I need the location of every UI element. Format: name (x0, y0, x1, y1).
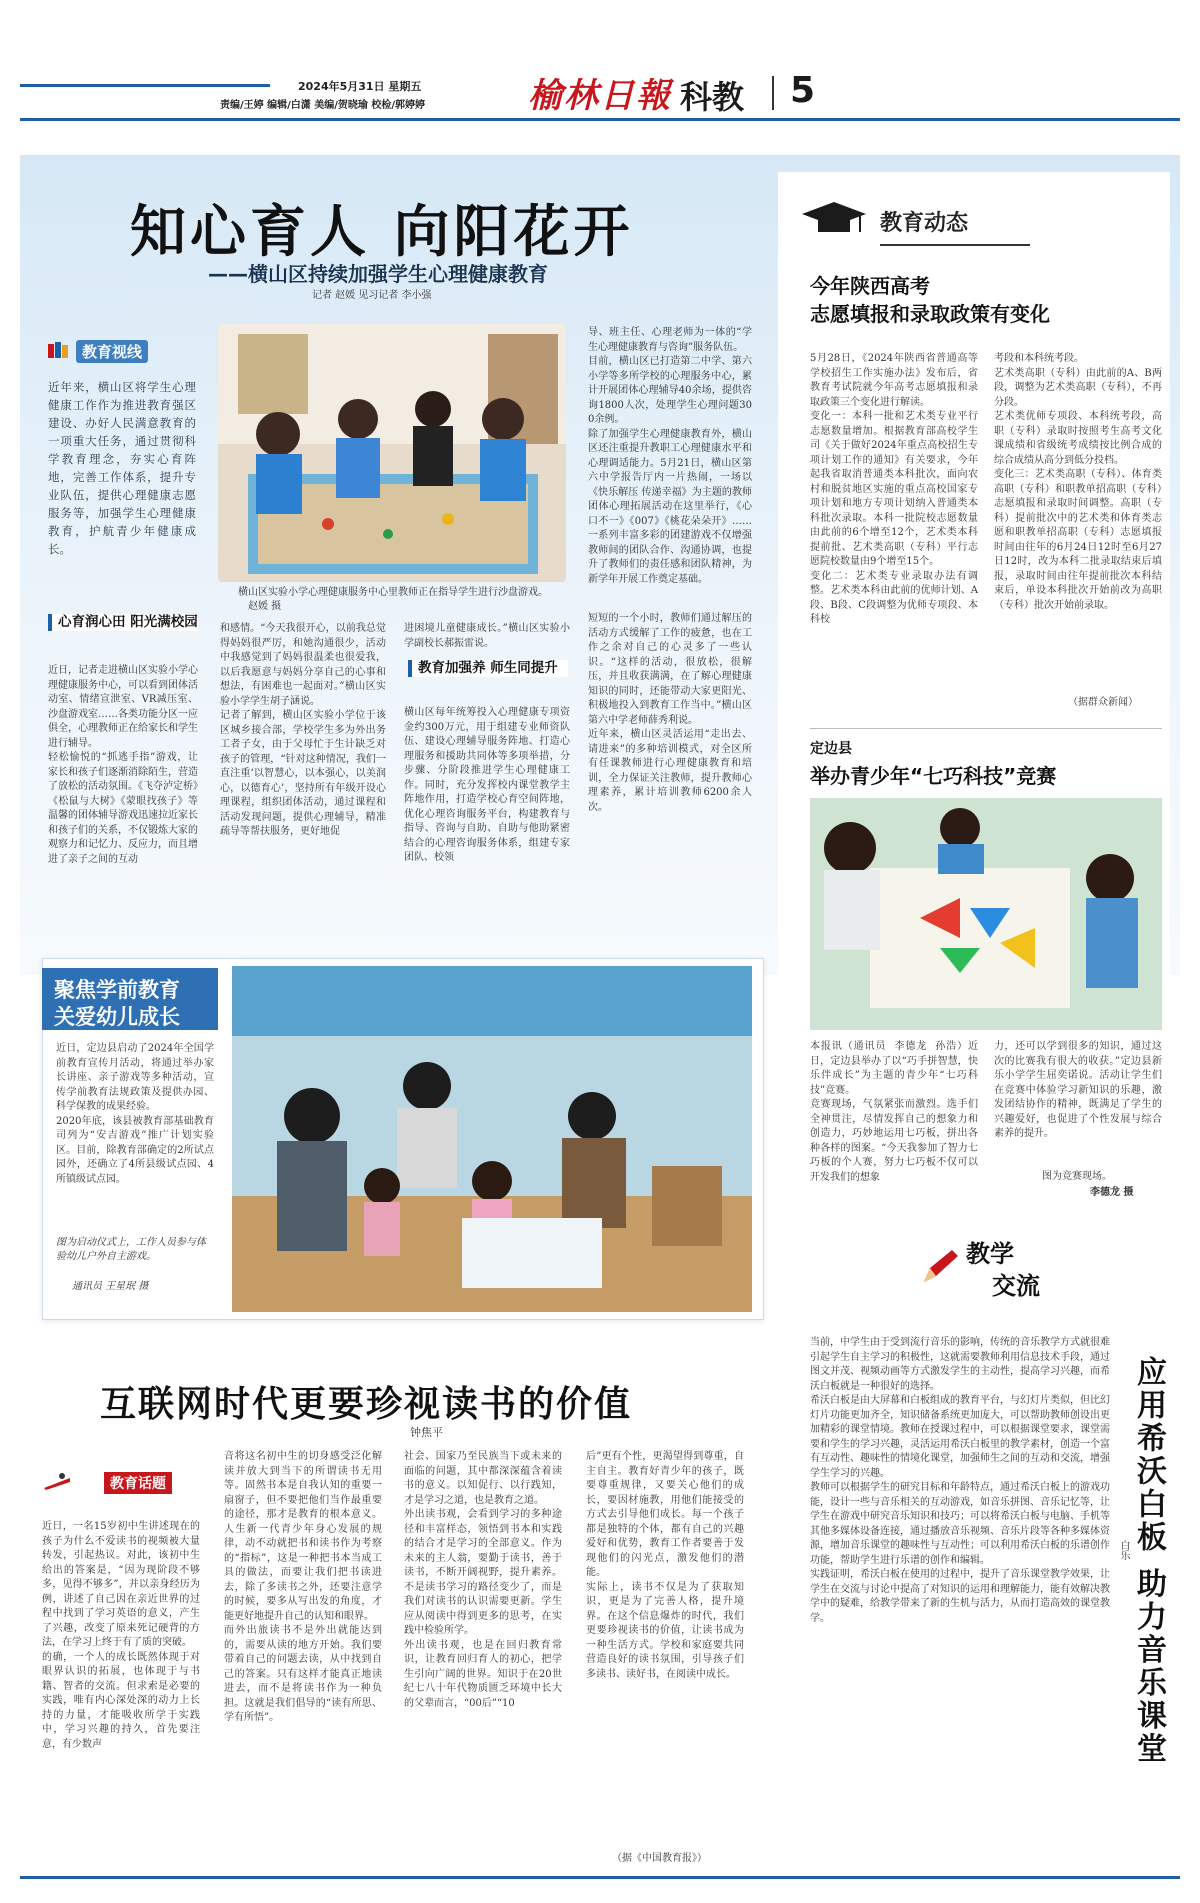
reading-label-text: 教育话题 (104, 1472, 172, 1494)
lead-column-3b: 横山区每年统筹投入心理健康专项资金约300万元，用于组建专业师资队伍、建设心理辅导服务阵地、打造心理服务和援助共同体等多项举措，分步骤、分阶段推进学生心理健康工作。同时，充分发挥校内课堂教学主阵地作用，打造学校心育空间阵地，优化心理咨询服务平台，构建教育与指导、咨询与自助、自助与他助紧密结合的心理咨询服务体系，组建专家团队、校领 (404, 707, 570, 863)
pencil-icon (922, 1248, 962, 1288)
lead-title: 知心育人 向阳花开 (130, 200, 634, 265)
reading-source: （据《中国教育报》） (612, 1853, 707, 1864)
music-label-line2: 交流 (992, 1272, 1040, 1300)
music-text: 当前，中学生由于受到流行音乐的影响，传统的音乐教学方式就很难引起学生自主学习的积极性，这就需要教师利用信息技术手段，通过图文并茂、视频动画等方式激发学生的主动性，提高学习兴趣，而希沃白板就是一种很好的选择。 希沃白板是由大屏幕和白板组成的教育平台，与幻灯片类似，但比幻灯片功能更加齐全，知识储备系统更加庞大，可以帮助教师创设出更加精彩的课堂情境。教师在授课过程中，可以根据课堂要求，课堂需要和学生的学习兴趣，灵活运用希沃白板里的教学素材，创造一个富有互动性、趣味性的情境化课堂，加强师生之间的互动和交流，增强学生学习的兴趣。 教师可以根据学生的研究目标和年龄特点，通过希沃白板上的游戏功能，设计一些与音乐相关的互动游戏，如音乐拼图、音乐记忆等，让学生在游戏中研究音乐知识和技巧；可以将希沃白板与电脑、手机等其他多媒体设备连接，通过播放音乐视频、音乐片段等各种多媒体资源，增加音乐课堂的趣味性与互动性；可以利用希沃白板的乐谱创作功能，帮助学生进行乐谱的创作和编辑。 实践证明，希沃白板在使用的过程中，提升了音乐课堂教学效果，让学生在交流与讨论中提高了对知识的运用和理解能力，能有效解决教学中的疑难，给教学带来了新的生机与活力，从而打造高效的课堂教学。 (810, 1337, 1110, 1624)
news-label-underline (880, 244, 1030, 246)
graduation-cap-icon (798, 200, 868, 244)
sandplay-caption-text: 横山区实验小学心理健康服务中心里教师正在指导学生进行沙盘游戏。 (238, 587, 548, 598)
tech-column-2: 力，还可以学到很多的知识，通过这次的比赛我有很大的收获。”定边县新乐小学学生屈奕诺说。活动让学生们在竞赛中体验学习新知识的乐趣，激发团结协作的精神，既满足了学生的兴趣爱好，也促进了个性发展与综合素养的提升。 (994, 1041, 1162, 1139)
gaokao-column-1: 5月28日，《2024年陕西省普通高等学校招生工作实施办法》发布后，省教育考试院就今年高考志愿填报和录取政策三个变化进行解读。 变化一：本科一批和艺术类专业平行志愿数量增加。根据教育部高校学生司《关于做好2024年重点高校招生专项计划工作的通知》有关要求，今年起我省取消普通类本科批次，面向农村和脱贫地区实施的重点高校国家专项计划和地方专项计划纳入普通类本科批次录取。本科一批院校志愿数量由此前的6个增至12个，艺术类本科提前批、艺术类高职（专科）平行志愿院校数量由9个增至15个。 变化二：艺术类专业录取办法有调整。艺术类本科由此前的优师计划、A段、B段、C段调整为优师专项段、本科校 (810, 353, 978, 625)
preschool-title-line1: 聚焦学前教育 (54, 978, 180, 1002)
lead-subtitle: ——横山区持续加强学生心理健康教育 (208, 262, 548, 286)
footer-rule (20, 1876, 1180, 1879)
lead-column-1: 近日，记者走进横山区实验小学心理健康服务中心，可以看到团体活动室、情绪宣泄室、VR减压室、沙盘游戏室……各类功能分区一应俱全，心理教师正在给家长和学生进行辅导。 轻松愉悦的“抓逃手指”游戏，让家长和孩子们逐渐消除陌生，营造了放松的活动氛围。《飞夺泸定桥》《松鼠与大树》《蒙眼找孩子》等温馨的团体辅导游戏迅速拉近家长和孩子们的关系，不仅锻炼大家的观察力和记忆力、反应力，而且增进了亲子之间的互动 (48, 665, 198, 865)
sandplay-photo-caption (238, 586, 568, 614)
news-label (798, 200, 1028, 240)
reading-title: 互联网时代更要珍视读书的价值 (100, 1384, 633, 1425)
tech-title-line2: 举办青少年“七巧科技”竞赛 (810, 764, 1057, 788)
reading-column-2: 音将这名初中生的切身感受泛化解读并放大到当下的所谓读书无用等。固然书本是自我认知的重要一扇窗子，但不要把他们当作最重要的途径，那才是教育的根本意义。人生新一代青少年身心发展的规律，动不动就把书和读书作为考察的“指标”，这是一种把书本当成工具的做法，而要让我们把书读进去，除了多读书之外，还要注意学的时候，要多从写出发的角度，才能更好地提升自己的认知和眼界。 而外出旅读书不是外出就能达到的，需要从读的地方开始。我们要带着自己的问题去读，从中找到自己的答案。只有这样才能真正地读进去，而不是将读书作为一种负担。这就是我们倡导的“读有所思、学有所悟”。 (224, 1451, 382, 1723)
gaokao-title-line2: 志愿填报和录取政策有变化 (810, 302, 1050, 326)
preschool-caption: 图为启动仪式上，工作人员参与体验幼儿户外自主游戏。 (56, 1237, 206, 1262)
tech-caption: 图为竞赛现场。 (1042, 1171, 1112, 1182)
music-title: 应用希沃白板 助力音乐课堂 (1131, 1356, 1166, 1766)
header-editors: 责编/王婷 编辑/白潇 美编/贺晓瑜 校检/郭婷婷 (220, 100, 426, 111)
sandplay-photo (218, 324, 566, 582)
gaokao-title-line1: 今年陕西高考 (810, 274, 930, 298)
music-author: 白乐 (1118, 1540, 1129, 1560)
runner-icon (42, 1472, 72, 1496)
news-divider (810, 728, 1162, 729)
header-rule-top (20, 84, 270, 87)
header-section: 科教 (680, 78, 745, 116)
reading-column-3: 社会、国家乃至民族当下或未来的面临的问题，其中都深深蕴含着读书的意义。以知促行、以行践知，才是学习之道，也是教育之道。 外出读书观，会看到学习的多种途径和丰富样态，领悟到书本和实践的结合才是学习的全部意义。作为未来的主人翁，要勤于读书，善于读书，不断开阔视野，提升素养。不是读书学习的路径变少了，而是我们对读书的认识需要更新。学生应从阅读中得到更多的思考，在实践中检验所学。 外出读书观，也是在回归教育常识，让教育回归育人的初心，把学生引向广阔的世界。知识于在20世纪七八十年代物质匮乏环境中长大的父辈而言，“00后”“10 (404, 1451, 562, 1709)
preschool-title-line2: 关爱幼儿成长 (54, 1005, 180, 1029)
sandplay-caption-credit: 赵媛 摄 (248, 601, 282, 612)
lead-column-4: 导、班主任、心理老师为一体的“学生心理健康教育与咨询”服务队伍。 目前，横山区已打造第二中学、第六小学等多所学校的心理服务中心，累计开展团体心理辅导40余场，提供咨询1800人次，处理学生心理问题300余例。 除了加强学生心理健康教育外，横山区还注重提升教职工心理健康水平和心理调适能力。5月21日，横山区第六中学报告厅内一片热闹，一场以《快乐解压 传递幸福》为主题的教师团体心理拓展活动在这里举行，《心口不一》《007》《桃花朵朵开》……一系列丰富多彩的团建游戏不仅增强教师间的团队合作、沟通协调，也提升了教师们的责任感和团队精神，为新学年开展工作奠定基础。 (588, 327, 752, 585)
section-teacher-title (408, 660, 568, 677)
gaokao-column-2: 考段和本科统考段。 艺术类高职（专科）由此前的A、B两段，调整为艺术类高职（专科），不再分段。 艺术类优师专项段、本科统考段，高职（专科）录取时按照考生高考文化课成绩和省级统考成绩按比例合成的综合成绩从高分到低分投档。 变化三：艺术类高职（专科）、体育类高职（专科）和职教单招高职（专科）志愿填报和录取时间调整。高职（专科）提前批次中的艺术类和体育类志愿和职教单招高职（专科）志愿填报时间由往年的6月24日12时至6月27日12时，改为本科二批录取结束后填报，录取时间由往年提前批次本科结束后，单设本科批次开始前改为高职（专科）批次开始前录取。 (994, 353, 1162, 611)
gaokao-source: （据群众新闻） (1068, 697, 1138, 708)
reading-label (42, 1466, 192, 1496)
preschool-credit: 通讯员 王星珉 摄 (72, 1281, 149, 1292)
section-teacher-title-text: 教育加强养 师生同提升 (418, 660, 558, 676)
lead-column-3a: 进困境儿童健康成长。”横山区实验小学副校长郝振雷说。 (404, 623, 570, 649)
news-label-text: 教育动态 (880, 211, 969, 236)
lead-column-5: 短短的一个小时，教师们通过解压的活动方式缓解了工作的疲惫，也在工作之余对自己的心灵多了一些认识。“这样的活动，很放松，很解压，并且收获满满，在了解心理健康知识的同时，还能带动大家更阳光、积极地投入到教育工作当中。”横山区第六中学老师薛秀利说。 近年来，横山区灵活运用“走出去、请进来”的多种培训模式，对全区所有任课教师进行心理健康教育和培训，全力保证关注教师，提升教师心理素养，累计培训教师6200余人次。 (588, 613, 752, 813)
lead-intro: 近年来，横山区将学生心理健康工作作为推进教育强区建设、办好人民满意教育的一项重大任务，通过贯彻科学教育理念，夯实心育阵地，完善工作体系，提升专业队伍，提供心理健康志愿服务等，加强学生心理健康教育，护航青少年健康成长。 (48, 380, 196, 556)
education-view-label (48, 338, 188, 364)
tech-title-line1: 定边县 (810, 741, 852, 757)
lead-byline: 记者 赵媛 见习记者 李小强 (312, 290, 432, 301)
music-label-line1: 教学 (966, 1240, 1014, 1268)
education-view-text: 教育视线 (76, 340, 148, 363)
reading-column-1: 近日，一名15岁初中生讲述现在的孩子为什么不爱读书的视频被大量转发，引起热议。对此，该初中生给出的答案是，“因为现阶段不够多，见得不够多”，并以亲身经历为例，讲述了自己因在亲近世界的过程中找到了学习英语的意义，产生了兴趣，改变了原来死记硬背的方法，在学习上终于有了质的突破。 的确，一个人的成长既然体现于对眼界认识的拓展，也体现于与书籍、智者的交流。但求索是必要的实践，唯有内心深处深的动力上长持的力量，才能吸收所学于实践中，学习兴趣的持久，首先要注意，有少数声 (42, 1521, 200, 1750)
reading-author: 钟焦平 (410, 1426, 443, 1439)
masthead-logo: 榆林日報 (528, 76, 672, 116)
page-header (20, 66, 1180, 116)
reading-column-4: 后”更有个性，更渴望得到尊重，自主自主。教育好青少年的孩子，既要尊重规律，又要关心他们的成长，要因材施教，用他们能接受的方式去引导他们成长。每一个孩子都是独特的个体，都有自己的兴趣爱好和优势，教育工作者要善于发现他们的闪光点，激发他们的潜能。 实际上，读书不仅是为了获取知识，更是为了完善人格，提升境界。在这个信息爆炸的时代，我们更要珍视读书的价值，让读书成为一种生活方式。学校和家庭要共同营造良好的读书氛围，引导孩子们多读书、读好书，在阅读中成长。 (586, 1451, 744, 1680)
header-date: 2024年5月31日 星期五 (298, 80, 422, 93)
preschool-text: 近日，定边县启动了2024年全国学前教育宣传月活动，将通过举办家长讲座、亲子游戏等多种活动，宣传学前教育法规政策及提供办园、科学保教的成果经验。 2020年底，该县被教育部基础教育司列为“安吉游戏”推广计划实验区。目前，除教育部确定的2所试点园外，还确立了4所县级试点园、4所镇级试点园。 (56, 1043, 214, 1185)
page-number: 5 (790, 70, 816, 111)
section-heart-title-text: 心育润心田 阳光满校园 (58, 614, 198, 630)
tangram-photo (810, 798, 1162, 1030)
tech-credit: 李德龙 摄 (1090, 1187, 1134, 1198)
books-icon (48, 342, 70, 358)
lead-column-2: 和感情。“今天我很开心，以前我总觉得妈妈很严厉，和她沟通很少，活动中我感觉到了妈妈很温柔也很爱我，以后我愿意与妈妈分享自己的心事和想法，有困难也一起面对。”横山区实验小学学生胡子涵说。 记者了解到，横山区实验小学位于该区城乡接合部，学校学生多为外出务工者子女，由于父母忙于生计缺乏对孩子的管理，“针对这种情况，我们一直注重‘以智慧心，以本强心，以美润心，以德育心’，坚持所有年级开设心理课程，组织团体活动，通过课程和活动发现问题，提供心理辅导，精准疏导等帮扶服务，更好地促 (220, 623, 386, 837)
music-label (922, 1234, 1082, 1314)
section-heart-title (48, 614, 198, 631)
header-divider (772, 76, 774, 110)
tech-column-1: 本报讯（通讯员 李德龙 孙浩）近日，定边县举办了以“巧手拼智慧，快乐伴成长”为主题的青少年“七巧科技”竞赛。 竞赛现场，气氛紧张而激烈。选手们全神贯注，尽情发挥自己的想象力和创造力，巧妙地运用七巧板，拼出各种各样的图案。“今天我参加了智力七巧板的个人赛，努力七巧板不仅可以开发我们的想象 (810, 1041, 978, 1183)
header-rule-bottom (20, 118, 1180, 121)
preschool-photo (232, 966, 752, 1312)
preschool-title-box (42, 968, 218, 1030)
